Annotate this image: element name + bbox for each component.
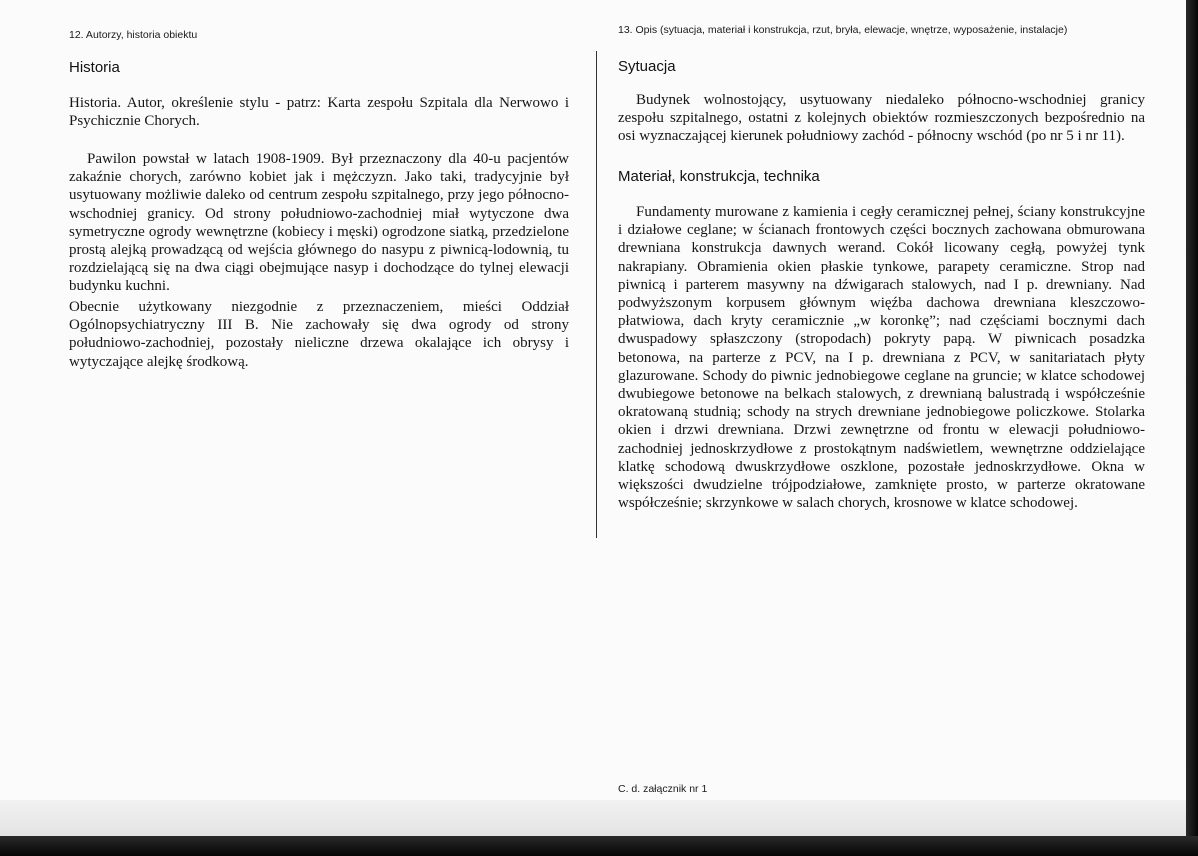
page-footer: C. d. załącznik nr 1 — [618, 783, 708, 795]
section-12-header: 12. Autorzy, historia obiektu — [69, 29, 198, 41]
page-bottom-margin — [0, 800, 1186, 836]
history-heading: Historia — [69, 59, 120, 76]
situation-paragraph: Budynek wolnostojący, usytuowany niedaleko północno-wschodniej granicy zespołu szpitalnego, ostatni z kolejnych obiektów rozmieszczonych bezpośrednio na osi wyznaczającej kierunek południowy zachód - północny wschód (po nr 5 i nr 11). — [618, 92, 1145, 145]
situation-heading: Sytuacja — [618, 58, 676, 75]
scan-edge-bottom — [0, 836, 1198, 856]
material-heading: Materiał, konstrukcja, technika — [618, 168, 820, 185]
column-divider — [596, 51, 597, 538]
material-paragraph: Fundamenty murowane z kamienia i cegły ceramicznej pełnej, ściany konstrukcyjne i działowe ceglane; w ścianach frontowych części bocznych zachowana obmurowana drewniana konstrukcja dawnych werand. Cokół licowany cegłą, powyżej tynk nakrapiany. Obramienia okien płaskie tynkowe, parapety ceramiczne. Strop nad piwnicą i parterem masywny na dźwigarach stalowych, nad I p. drewniany. Nad podwyższonym korpusem głównym więźba dachowa drewniana kleszczowo-płatwiowa, dach kryty ceramicznie „w koronkę”; nad częściami bocznymi dach dwuspadowy spłaszczony (stropodach) pokryty papą. W piwnicach posadzka betonowa, na parterze z PCV, na I p. drewniana z PCV, w sanitariatach płyty glazurowane. Schody do piwnic jednobiegowe ceglane na gruncie; w klatce schodowej dwubiegowe betonowe na belkach stalowych, z drewnianą balustradą i współcześnie okratowaną studnią; schody na strych drewniane jednobiegowe policzkowe. Stolarka okien i drzwi drewniana. Drzwi zewnętrzne od frontu w elewacji południowo-zachodniej jednoskrzydłowe z prostokątnym nadświetlem, wewnętrzne oddzielające klatkę schodową dwuskrzydłowe oszklone, pozostałe jednoskrzydłowe. Okna w większości dwudzielne trójpodziałowe, zamknięte prosto, w parterze okratowane współcześnie; skrzynkowe w salach chorych, krosnowe w klatce schodowej. — [618, 204, 1145, 512]
history-paragraph-2: Pawilon powstał w latach 1908-1909. Był przeznaczony dla 40-u pacjentów zakaźnie chorych, zarówno kobiet jak i mężczyzn. Jako taki, tradycyjnie był usytuowany możliwie daleko od centrum zespołu szpitalnego, przy jego północno-wschodniej granicy. Od strony południowo-zachodniej miał wytyczone dwa symetryczne ogrody wewnętrzne (kobiecy i męski) ogrodzone siatką, przedzielone prostą alejką prowadzącą od wejścia głównego do nasypu z piwnicą-lodownią, tu rozdzielającą się na dwa ciągi obejmujące nasyp i dochodzące do tylnej elewacji budynku kuchni. — [69, 151, 569, 295]
section-13-header: 13. Opis (sytuacja, materiał i konstrukcja, rzut, bryła, elewacje, wnętrze, wyposażenie, instalacje) — [618, 24, 1068, 36]
history-paragraph-3: Obecnie użytkowany niezgodnie z przeznaczeniem, mieści Oddział Ogólnopsychiatryczny III B. Nie zachowały się dwa ogrody od strony południowo-zachodniej, pozostały nieliczne drzewa okalające ich obrysy i wytyczające alejkę środkową. — [69, 299, 569, 370]
scan-edge-right — [1186, 0, 1198, 856]
history-paragraph-1: Historia. Autor, określenie stylu - patrz: Karta zespołu Szpitala dla Nerwowo i Psychicznie Chorych. — [69, 95, 569, 130]
